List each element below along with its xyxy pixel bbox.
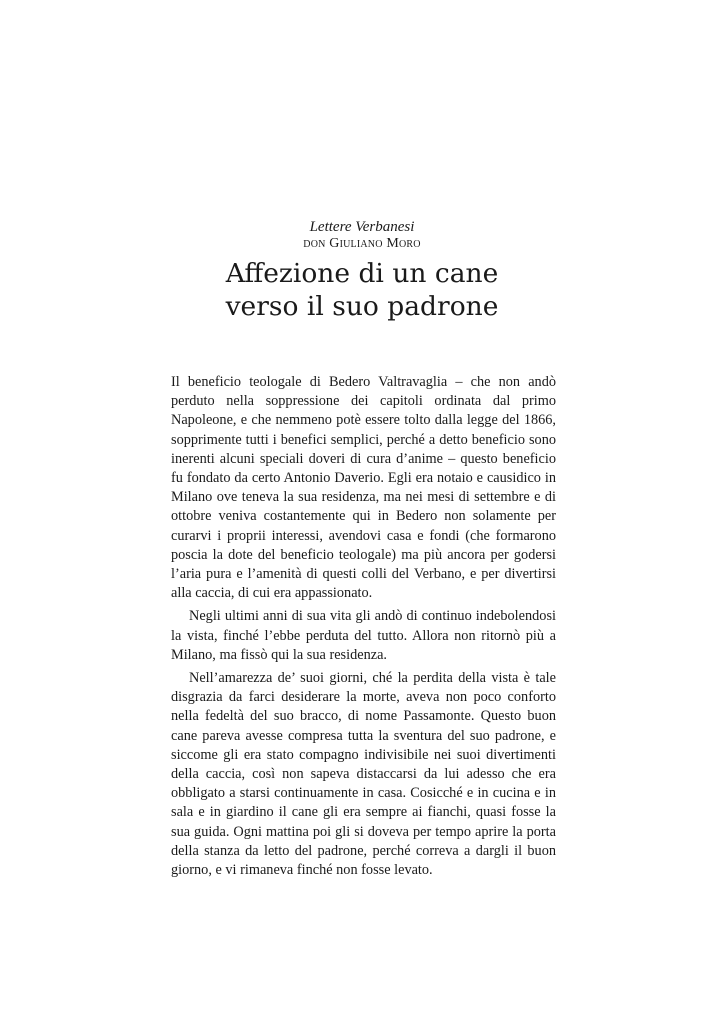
- series-title: Lettere Verbanesi: [309, 219, 415, 235]
- paragraph-2: Negli ultimi anni di sua vita gli andò di continuo indebolendosi la vista, finché l’ebbe perduta del tutto. Allora non ritornò più a Milano, ma fissò qui la sua residenza.: [171, 608, 556, 663]
- author-name: don Giuliano Moro: [303, 236, 421, 251]
- article-body: [171, 373, 556, 880]
- paragraph-3: Nell’amarezza de’ suoi giorni, ché la perdita della vista è tale disgrazia da farci desiderare la morte, aveva non poco conforto nella fedeltà del suo bracco, di nome Passamonte. Questo buon cane pareva avesse compresa tutta la sventura del suo padrone, e siccome gli era stato compagno indivisibile nei suoi divertimenti della caccia, così non sapeva distaccarsi da lui adesso che era obbligato a starsi continuamente in casa. Cosicché e in cucina e in sala e in giardino il cane gli era sempre ai fianchi, quasi fosse la sua guida. Ogni mattina poi gli si doveva per tempo aprire la porta della stanza da letto del padrone, perché correva a dargli il buon giorno, e vi rimaneva finché non fosse levato.: [171, 670, 556, 879]
- title-line-2: verso il suo padrone: [225, 291, 499, 322]
- paragraph-1: Il beneficio teologale di Bedero Valtravaglia – che non andò perduto nella soppressione dei capitoli ordinata dal primo Napoleone, e che nemmeno potè essere tolto dalla legge del 1866, sopprimente tutti i benefici semplici, perché a detto beneficio sono inerenti alcuni speciali doveri di cura d’anime – questo beneficio fu fondato da certo Antonio Daverio. Egli era notaio e causidico in Milano ove teneva la sua residenza, ma nei mesi di settembre e di ottobre veniva costantemente qui in Bedero non solamente per curarvi i proprii interessi, avendovi casa e fondi (che formarono poscia la dote del beneficio teologale) ma più ancora per godersi l’aria pura e l’amenità di questi colli del Verbano, e per divertirsi alla caccia, di cui era appassionato.: [171, 374, 556, 602]
- article-title: [0, 257, 724, 323]
- title-line-1: Affezione di un cane: [225, 258, 499, 289]
- article-header: [0, 218, 724, 323]
